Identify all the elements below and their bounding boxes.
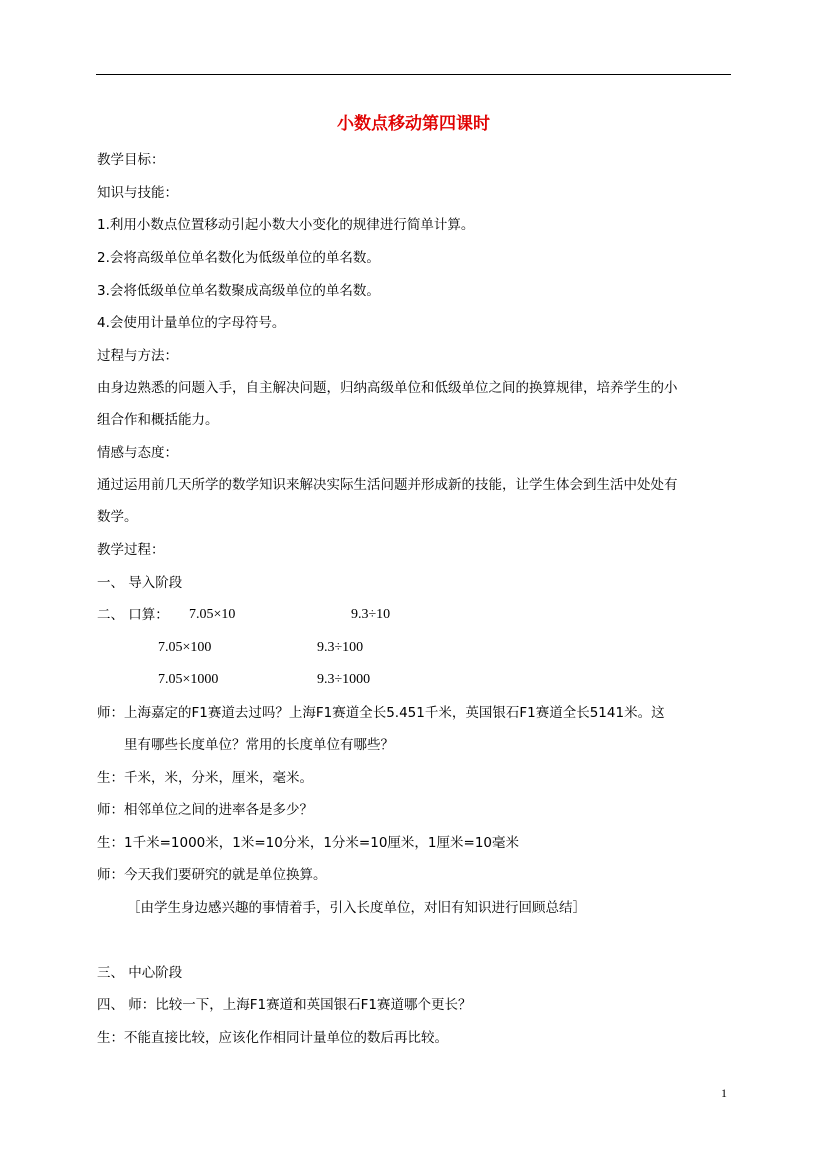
stage-heading: 三、 中心阶段: [97, 965, 183, 981]
stage-heading: 一、 导入阶段: [97, 575, 183, 591]
dialogue-line: 生：1千米=1000米，1米=10分米，1分米=10厘米，1厘米=10毫米: [97, 835, 519, 851]
objective-item: 3.会将低级单位单名数聚成高级单位的单名数。: [97, 283, 380, 299]
paragraph-line: 组合作和概括能力。: [97, 412, 219, 428]
dialogue-line: 生：千米，米，分米，厘米，毫米。: [97, 770, 313, 786]
subheading-process: 过程与方法：: [97, 348, 178, 364]
calc-expression: 9.3÷1000: [317, 672, 371, 687]
dialogue-line: 师：相邻单位之间的进率各是多少？: [97, 802, 313, 818]
dialogue-line: 师：今天我们要研究的就是单位换算。: [97, 867, 327, 883]
calc-expression: 9.3÷100: [317, 640, 364, 655]
subheading-knowledge: 知识与技能：: [97, 185, 178, 201]
paragraph-line: 数学。: [97, 509, 138, 525]
dialogue-line: 里有哪些长度单位？常用的长度单位有哪些？: [124, 737, 394, 753]
header-rule: [96, 74, 731, 75]
dialogue-line: 师：上海嘉定的F1赛道去过吗？上海F1赛道全长5.451千米，英国银石F1赛道全长5141米。这: [97, 705, 665, 721]
calc-expression: 7.05×1000: [158, 672, 219, 687]
subheading-attitude: 情感与态度：: [97, 445, 178, 461]
dialogue-line: 生：不能直接比较，应该化作相同计量单位的数后再比较。: [97, 1030, 448, 1046]
dialogue-line: 四、 师：比较一下，上海F1赛道和英国银石F1赛道哪个更长？: [97, 997, 472, 1013]
teaching-note: ［由学生身边感兴趣的事情着手，引入长度单位，对旧有知识进行回顾总结］: [127, 900, 586, 916]
oral-calc-label: 二、 口算：: [97, 607, 169, 623]
calc-expression: 7.05×100: [158, 640, 212, 655]
objective-item: 2.会将高级单位单名数化为低级单位的单名数。: [97, 250, 380, 266]
calc-expression: 7.05×10: [189, 607, 236, 622]
objective-item: 1.利用小数点位置移动引起小数大小变化的规律进行简单计算。: [97, 217, 475, 233]
document-title: 小数点移动第四课时: [337, 114, 490, 134]
paragraph-line: 通过运用前几天所学的数学知识来解决实际生活问题并形成新的技能，让学生体会到生活中处处有: [97, 477, 678, 493]
paragraph-line: 由身边熟悉的问题入手，自主解决问题，归纳高级单位和低级单位之间的换算规律，培养学生的小: [97, 380, 678, 396]
calc-expression: 9.3÷10: [351, 607, 391, 622]
objective-item: 4.会使用计量单位的字母符号。: [97, 315, 286, 331]
section-heading-process: 教学过程：: [97, 542, 165, 558]
page-number: 1: [721, 1086, 727, 1100]
section-heading-objectives: 教学目标：: [97, 152, 165, 168]
